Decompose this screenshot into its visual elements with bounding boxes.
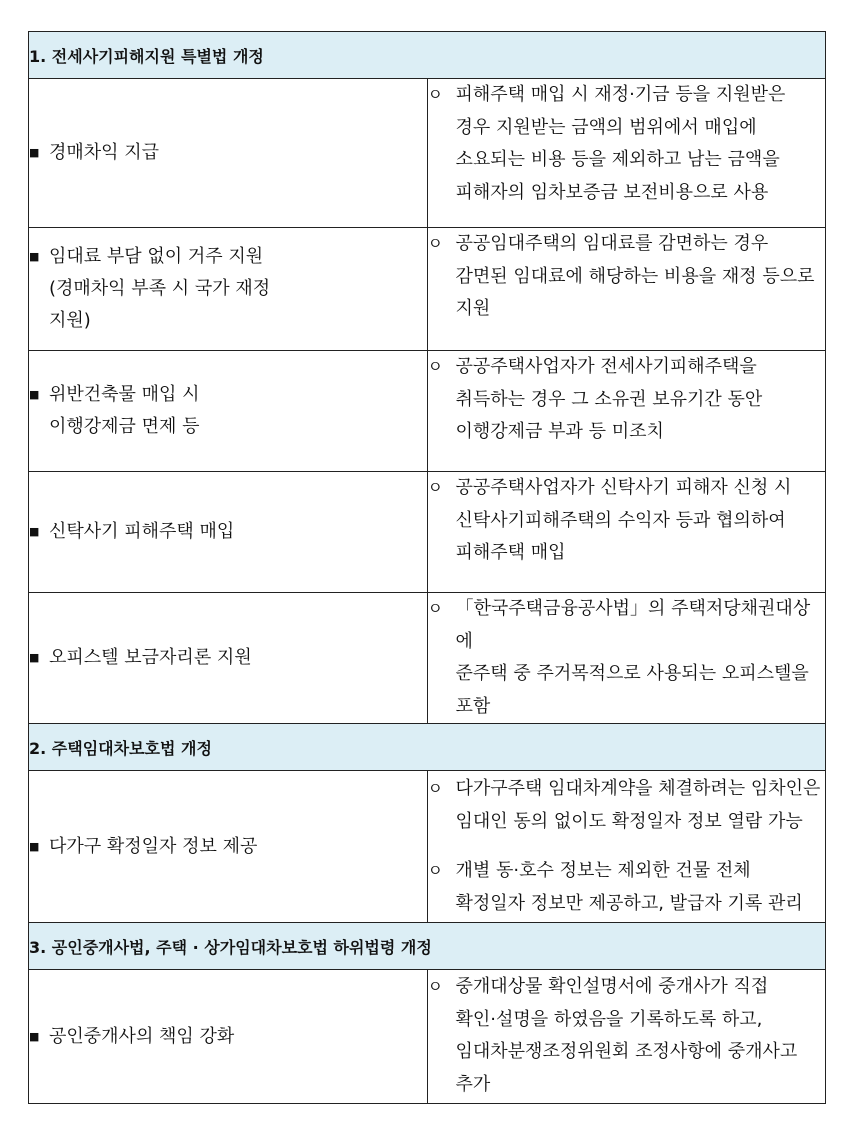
content-text: 공공임대주택의 임대료를 감면하는 경우 감면된 임대료에 해당하는 비용을 재정 등으로 지원 — [455, 233, 815, 319]
square-bullet-icon: ■ — [29, 1029, 40, 1043]
row-label: 임대료 부담 없이 거주 지원 (경매차익 부족 시 국가 재정 지원) — [49, 246, 271, 331]
row-label-cell — [29, 79, 428, 228]
row-label-cell — [29, 593, 428, 724]
circle-bullet-icon: ㅇ — [427, 357, 443, 376]
section-title: 1. 전세사기피해지원 특별법 개정 — [29, 32, 826, 79]
content-item — [428, 472, 826, 570]
row-label: 신탁사기 피해주택 매입 — [49, 521, 235, 542]
circle-bullet-icon: ㅇ — [427, 85, 443, 104]
row-label-cell — [29, 771, 428, 923]
content-text: 개별 동·호수 정보는 제외한 건물 전체 확정일자 정보만 제공하고, 발급자 기록 관리 — [455, 860, 803, 914]
row-label: 오피스텔 보금자리론 지원 — [49, 647, 252, 668]
content-item — [428, 228, 826, 326]
row-label-cell — [29, 228, 428, 351]
row-label-cell — [29, 472, 428, 593]
section-title: 2. 주택임대차보호법 개정 — [29, 724, 826, 771]
policy-table — [28, 31, 826, 1104]
section-title: 3. 공인중개사법, 주택 · 상가임대차보호법 하위법령 개정 — [29, 923, 826, 970]
section-header-row — [29, 923, 826, 970]
circle-bullet-icon: ㅇ — [427, 599, 443, 618]
row-content-cell — [427, 472, 826, 593]
content-item — [428, 351, 826, 449]
section-header-row — [29, 32, 826, 79]
square-bullet-icon: ■ — [29, 651, 40, 664]
content-text: 중개대상물 확인설명서에 중개사가 직접 확인·설명을 하였음을 기록하도록 하고, 임대차분쟁조정위원회 조정사항에 중개사고 추가 — [455, 976, 798, 1095]
content-text: 공공주택사업자가 전세사기피해주택을 취득하는 경우 그 소유권 보유기간 동안 이행강제금 부과 등 미조치 — [455, 356, 763, 442]
content-item — [428, 855, 826, 920]
content-text: 다가구주택 임대차계약을 체결하려는 임차인은 임대인 동의 없이도 확정일자 정보 열람 가능 — [455, 778, 821, 832]
table-row — [29, 351, 826, 472]
row-label: 경매차익 지급 — [49, 142, 160, 163]
row-content-cell — [427, 79, 826, 228]
row-content-cell — [427, 771, 826, 923]
square-bullet-icon: ■ — [29, 839, 40, 853]
section-header-row — [29, 724, 826, 771]
table-row — [29, 472, 826, 593]
table-row — [29, 228, 826, 351]
row-label: 다가구 확정일자 정보 제공 — [49, 835, 258, 857]
row-content-cell — [427, 593, 826, 724]
row-label-cell — [29, 970, 428, 1104]
circle-bullet-icon: ㅇ — [427, 977, 443, 996]
row-content-cell — [427, 228, 826, 351]
row-label-cell — [29, 351, 428, 472]
content-item — [428, 79, 826, 209]
circle-bullet-icon: ㅇ — [427, 234, 443, 253]
row-content-cell — [427, 351, 826, 472]
square-bullet-icon: ■ — [29, 250, 40, 263]
row-label: 공인중개사의 책임 강화 — [49, 1025, 235, 1047]
content-item — [428, 773, 826, 838]
content-text: 피해주택 매입 시 재정·기금 등을 지원받은 경우 지원받는 금액의 범위에서 매입에 소요되는 비용 등을 제외하고 남는 금액을 피해자의 임차보증금 보전비용으로 사용 — [455, 84, 786, 203]
table-row — [29, 771, 826, 923]
content-text: 공공주택사업자가 신탁사기 피해자 신청 시 신탁사기피해주택의 수익자 등과 협의하여 피해주택 매입 — [455, 477, 792, 563]
row-label: 위반건축물 매입 시 이행강제금 면제 등 — [49, 384, 200, 437]
content-text: 「한국주택금융공사법」의 주택저당채권대상에 준주택 중 주거목적으로 사용되는 오피스텔을 포함 — [455, 598, 811, 717]
table-row — [29, 970, 826, 1104]
table-row — [29, 593, 826, 724]
square-bullet-icon: ■ — [29, 525, 40, 538]
square-bullet-icon: ■ — [29, 388, 40, 401]
circle-bullet-icon: ㅇ — [427, 478, 443, 497]
content-item — [428, 593, 826, 723]
table-row — [29, 79, 826, 228]
circle-bullet-icon: ㅇ — [427, 779, 443, 798]
row-content-cell — [427, 970, 826, 1104]
circle-bullet-icon: ㅇ — [427, 861, 443, 880]
square-bullet-icon: ■ — [29, 146, 40, 159]
content-item — [428, 971, 826, 1101]
